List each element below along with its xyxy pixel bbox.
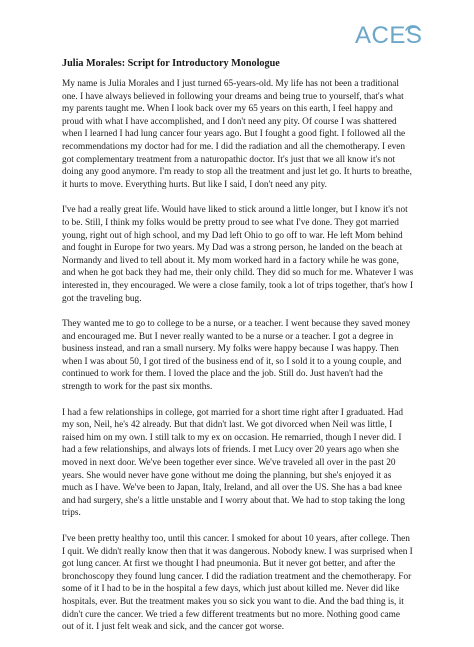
paragraph-intro: My name is Julia Morales and I just turned 65-years-old. My life has not been a traditional one. I have always believed in following your dreams and being true to yourself, that's what my parents taught me. When I look back over my 65 years on this earth, I feel happy and proud with what I have accomplished, and I don't need any pity. Of course I was shattered when I learned I had lung cancer four years ago. But I fought a good fight. I followed all the recommendations my doctor had for me. I did the radiation and all the chemotherapy. I even got complementary treatment from a naturopathic doctor. It's just that we all know it's not doing any good anymore. I'm ready to stop all the treatment and just let go. It hurts to breathe, it hurts to move. Everything hurts. But like I said, I don't need any pity. [62, 79, 412, 190]
aces-logo [355, 20, 435, 56]
logo-text: ACES [355, 22, 423, 49]
paragraph-relationships: I had a few relationships in college, got married for a short time right after I graduated. Had my son, Neil, he's 42 already. But that didn't last. We got divorced when Neil was little, I raised him on my own. I still talk to my ex on occasion. He remarried, though I never did. I had a few relationships, and always lots of friends. I met Lucy over 20 years ago when she moved in next door. We've been together ever since. We've traveled all over in the past 20 years. She would never have gone without me doing the planning, but she's enjoyed it as much as I have. We've been to Japan, Italy, Ireland, and all over the US. She has a bad knee and had surgery, she's a little unstable and I worry about that. We had to stop taking the long trips. [62, 407, 405, 519]
paragraph-career: They wanted me to go to college to be a nurse, or a teacher. I went because they saved money and encouraged me. But I never really wanted to be a nurse or a teacher. I got a degree in business instead, and ran a small nursery. My folks were happy because I was happy. Then when I was about 50, I got tired of the business end of it, so I sold it to a young couple, and continued to work for them. I loved the place and the job. Still do. Just haven't had the strength to work for the past six months. [62, 319, 411, 393]
paragraph-family: I've had a really great life. Would have liked to stick around a little longer, but I know it's not to be. Still, I think my folks would be pretty proud to see what I've done. They got married young, right out of high school, and my Dad left Ohio to go off to war. He left Mom behind and fought in Europe for two years. My Dad was a strong person, he landed on the beach at Normandy and lived to tell about it. My mom worked hard in a factory while he was gone, and when he got back they had me, their only child. They did so much for me. Whatever I was interested in, they encouraged. We were a close family, took a lot of trips together, that's how I got the traveling bug. [62, 205, 414, 304]
document-body [62, 57, 414, 647]
logo-arc-icon [403, 24, 423, 44]
document-title: Julia Morales: Script for Introductory Monologue [62, 58, 280, 69]
paragraph-health: I've been pretty healthy too, until this cancer. I smoked for about 10 years, after college. Then I quit. We didn't really know then that it was dangerous. Nobody knew. I was surprised when I got lung cancer. At first we thought I had pneumonia. But it never got better, and after the bronchoscopy they found lung cancer. I did the radiation treatment and the chemotherapy. For some of it I had to be in the hospital a few days, which just about killed me. Never did like hospitals, ever. But the treatment makes you so sick you want to die. And the bad thing is, it didn't cure the cancer. We tried a few different treatments but no more. Nothing good came out of it. I just felt weak and sick, and the cancer got worse. [62, 534, 413, 633]
